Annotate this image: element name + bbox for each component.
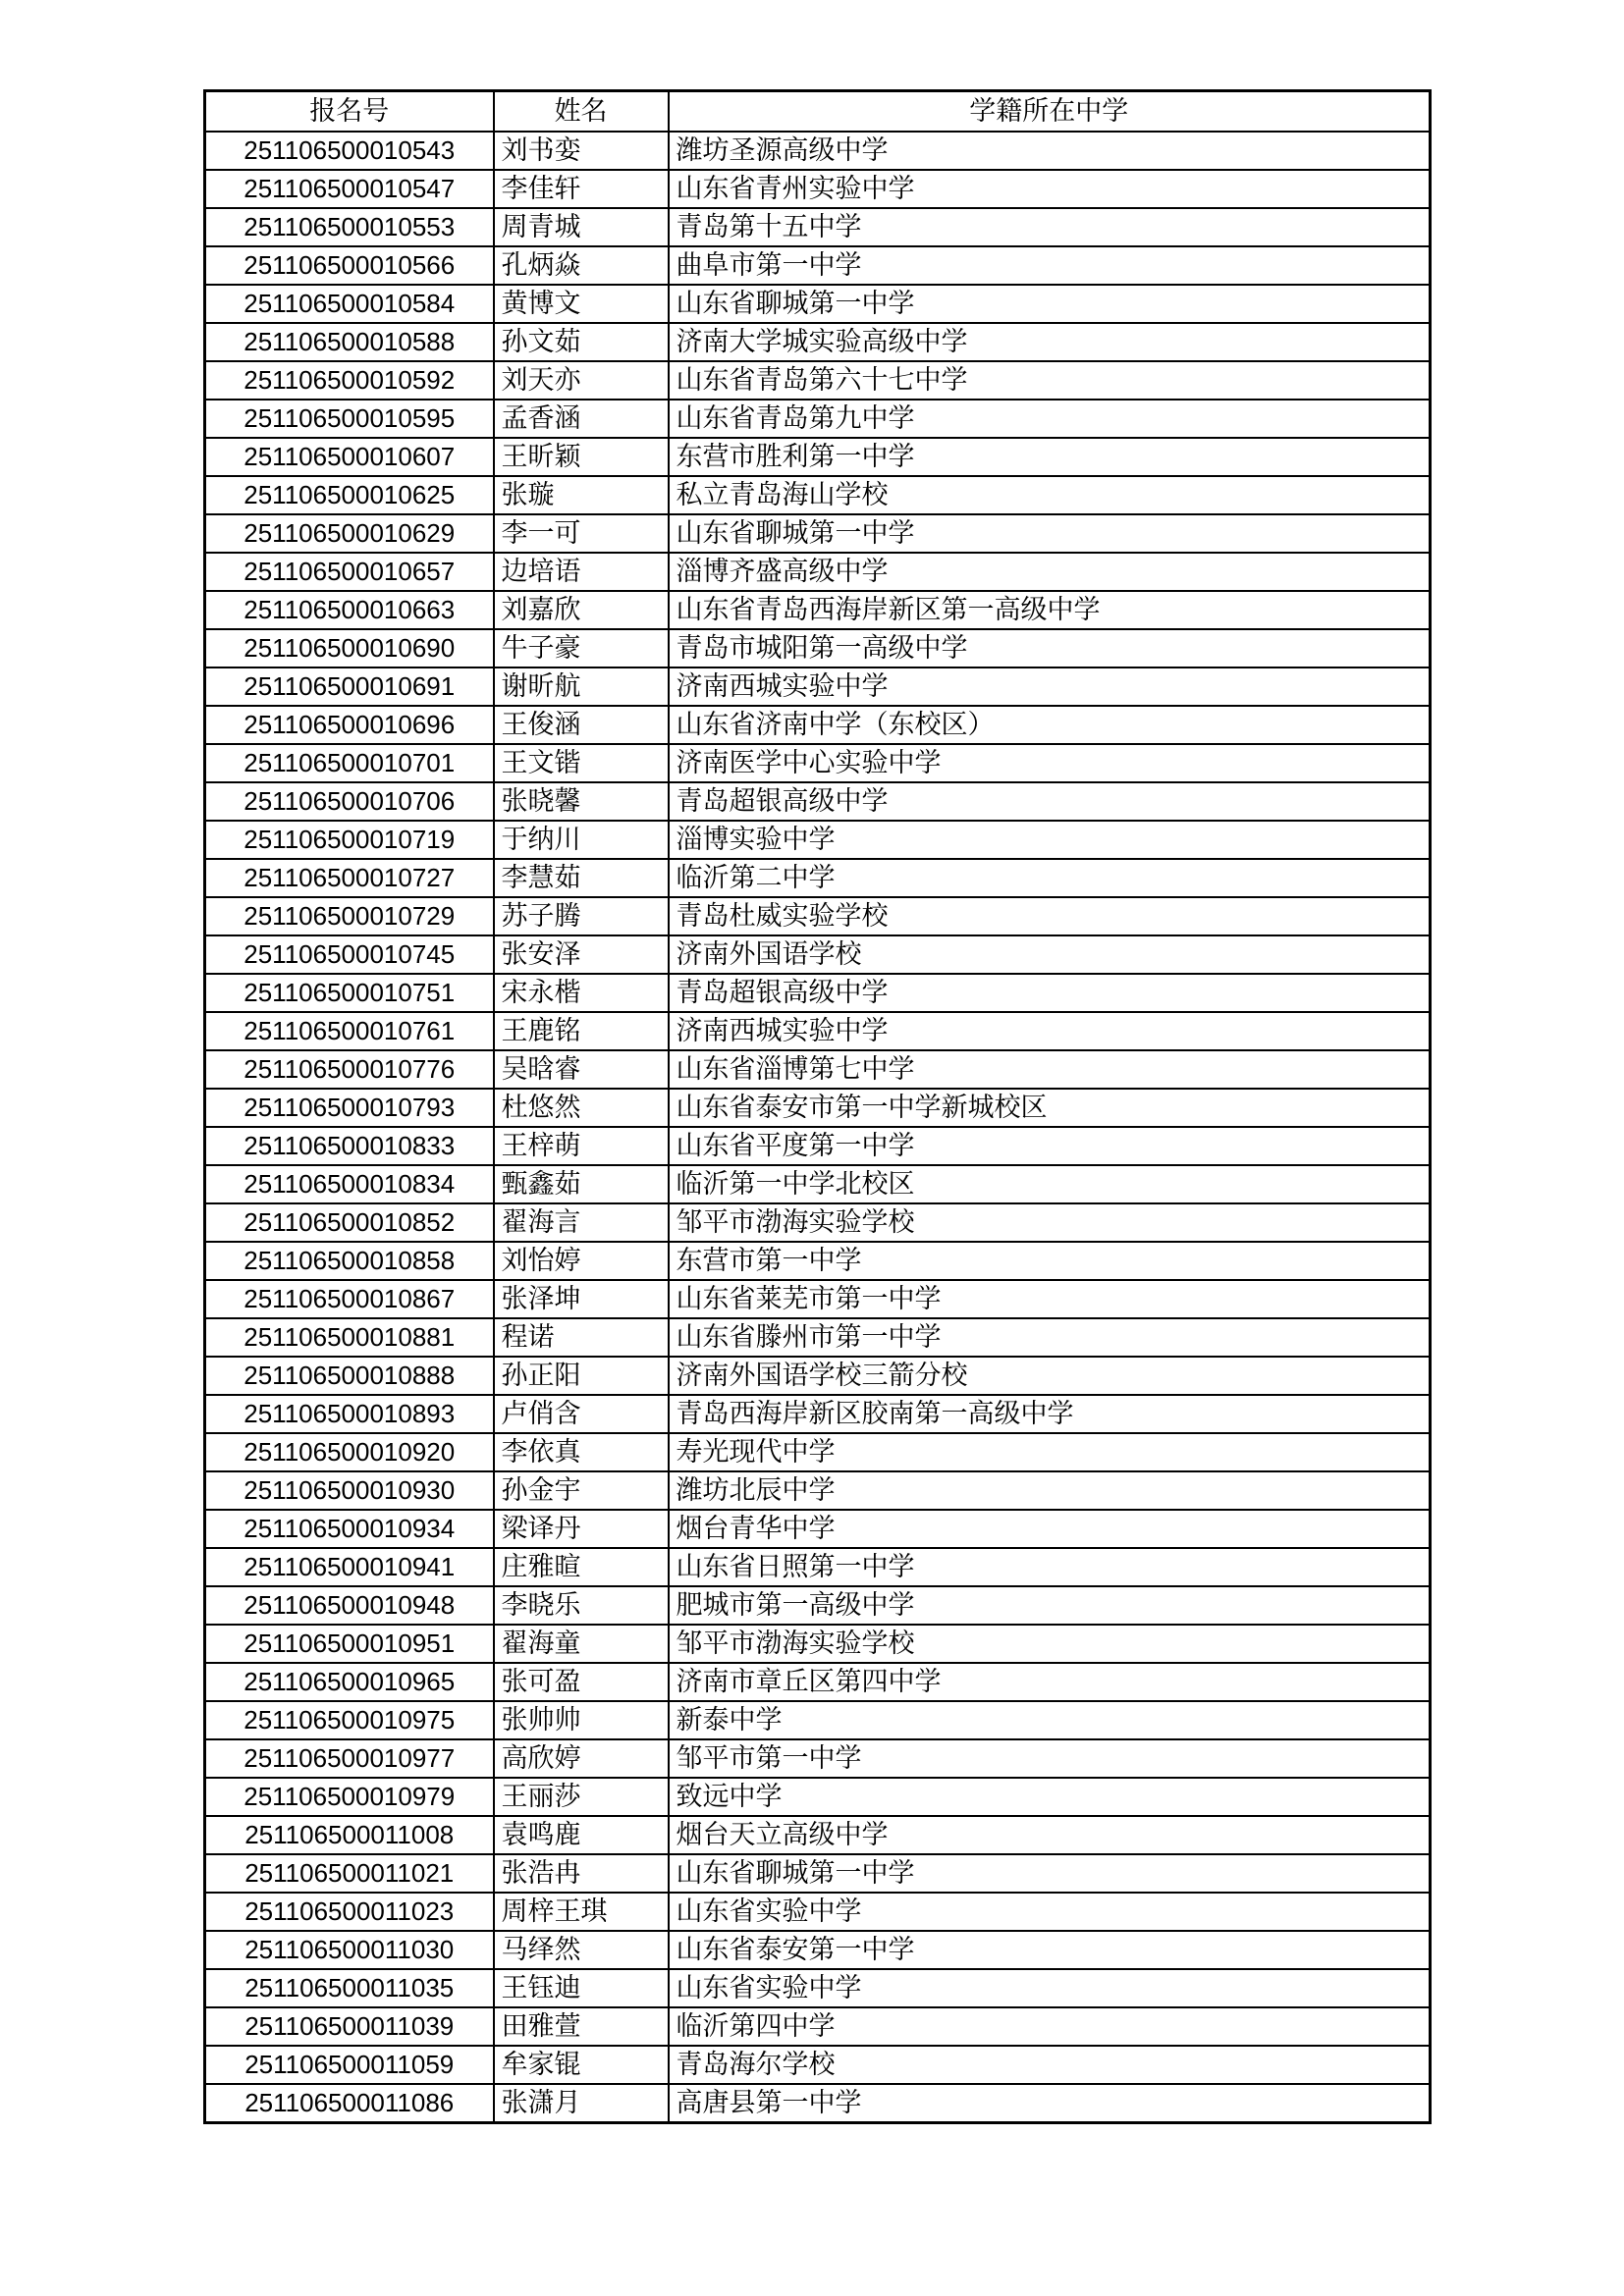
registration-number-cell: 251106500010691 xyxy=(205,667,494,706)
school-name-cell: 临沂第四中学 xyxy=(669,2007,1431,2046)
student-name-cell: 田雅萱 xyxy=(494,2007,669,2046)
table-row xyxy=(205,706,1431,744)
school-name-cell: 济南外国语学校 xyxy=(669,935,1431,974)
registration-number-cell: 251106500010975 xyxy=(205,1701,494,1739)
table-row xyxy=(205,1548,1431,1586)
school-name-cell: 济南市章丘区第四中学 xyxy=(669,1663,1431,1701)
student-name-cell: 张晓馨 xyxy=(494,782,669,821)
student-name-cell: 王俊涵 xyxy=(494,706,669,744)
registration-number-cell: 251106500010930 xyxy=(205,1471,494,1510)
student-name-cell: 翟海言 xyxy=(494,1203,669,1242)
school-name-cell: 淄博齐盛高级中学 xyxy=(669,553,1431,591)
table-row xyxy=(205,1625,1431,1663)
student-name-cell: 刘书娈 xyxy=(494,132,669,170)
table-row xyxy=(205,438,1431,476)
registration-number-cell: 251106500010543 xyxy=(205,132,494,170)
student-name-cell: 牟家锟 xyxy=(494,2046,669,2084)
student-name-cell: 孙正阳 xyxy=(494,1357,669,1395)
table-row xyxy=(205,514,1431,553)
table-row xyxy=(205,1165,1431,1203)
table-row xyxy=(205,1280,1431,1318)
table-row xyxy=(205,859,1431,897)
registration-number-cell: 251106500010706 xyxy=(205,782,494,821)
school-name-cell: 青岛杜威实验学校 xyxy=(669,897,1431,935)
table-row xyxy=(205,1969,1431,2007)
table-row xyxy=(205,974,1431,1012)
student-name-cell: 李慧茹 xyxy=(494,859,669,897)
registration-number-cell: 251106500010920 xyxy=(205,1433,494,1471)
registration-number-cell: 251106500010834 xyxy=(205,1165,494,1203)
registration-number-cell: 251106500011008 xyxy=(205,1816,494,1854)
registration-number-cell: 251106500010657 xyxy=(205,553,494,591)
registration-number-cell: 251106500010584 xyxy=(205,285,494,323)
table-row xyxy=(205,1395,1431,1433)
registration-number-cell: 251106500011059 xyxy=(205,2046,494,2084)
student-name-cell: 苏子腾 xyxy=(494,897,669,935)
student-name-cell: 王梓萌 xyxy=(494,1127,669,1165)
student-name-cell: 袁鸣鹿 xyxy=(494,1816,669,1854)
student-name-cell: 刘怡婷 xyxy=(494,1242,669,1280)
table-row xyxy=(205,1931,1431,1969)
student-name-cell: 于纳川 xyxy=(494,821,669,859)
table-row xyxy=(205,1739,1431,1778)
student-name-cell: 孙金宇 xyxy=(494,1471,669,1510)
table-row xyxy=(205,1433,1431,1471)
registration-number-cell: 251106500011030 xyxy=(205,1931,494,1969)
registration-number-cell: 251106500010696 xyxy=(205,706,494,744)
student-name-cell: 王丽莎 xyxy=(494,1778,669,1816)
school-name-cell: 山东省青州实验中学 xyxy=(669,170,1431,208)
registration-number-cell: 251106500010888 xyxy=(205,1357,494,1395)
school-name-cell: 山东省平度第一中学 xyxy=(669,1127,1431,1165)
table-row xyxy=(205,667,1431,706)
table-row xyxy=(205,1816,1431,1854)
table-row xyxy=(205,323,1431,361)
registration-number-cell: 251106500011035 xyxy=(205,1969,494,2007)
school-name-cell: 山东省日照第一中学 xyxy=(669,1548,1431,1586)
table-row xyxy=(205,744,1431,782)
school-name-cell: 曲阜市第一中学 xyxy=(669,246,1431,285)
registration-number-cell: 251106500010761 xyxy=(205,1012,494,1050)
registration-number-cell: 251106500010625 xyxy=(205,476,494,514)
registration-number-cell: 251106500010934 xyxy=(205,1510,494,1548)
student-name-cell: 周梓王琪 xyxy=(494,1893,669,1931)
school-name-cell: 青岛市城阳第一高级中学 xyxy=(669,629,1431,667)
table-row xyxy=(205,1127,1431,1165)
registration-number-cell: 251106500010977 xyxy=(205,1739,494,1778)
student-name-cell: 周青城 xyxy=(494,208,669,246)
registration-number-cell: 251106500010607 xyxy=(205,438,494,476)
registration-number-cell: 251106500010701 xyxy=(205,744,494,782)
school-name-cell: 烟台青华中学 xyxy=(669,1510,1431,1548)
table-row xyxy=(205,1471,1431,1510)
school-name-cell: 青岛超银高级中学 xyxy=(669,974,1431,1012)
table-row xyxy=(205,208,1431,246)
student-name-cell: 马绎然 xyxy=(494,1931,669,1969)
student-name-cell: 边培语 xyxy=(494,553,669,591)
student-name-cell: 刘天亦 xyxy=(494,361,669,400)
table-row xyxy=(205,591,1431,629)
registration-number-cell: 251106500011039 xyxy=(205,2007,494,2046)
student-name-cell: 王钰迪 xyxy=(494,1969,669,2007)
table-row xyxy=(205,2007,1431,2046)
school-name-cell: 肥城市第一高级中学 xyxy=(669,1586,1431,1625)
school-name-cell: 淄博实验中学 xyxy=(669,821,1431,859)
school-name-cell: 山东省聊城第一中学 xyxy=(669,285,1431,323)
student-name-cell: 张璇 xyxy=(494,476,669,514)
student-name-cell: 王昕颖 xyxy=(494,438,669,476)
school-name-cell: 青岛第十五中学 xyxy=(669,208,1431,246)
school-name-cell: 东营市第一中学 xyxy=(669,1242,1431,1280)
school-name-cell: 山东省聊城第一中学 xyxy=(669,1854,1431,1893)
student-name-cell: 杜悠然 xyxy=(494,1089,669,1127)
registration-number-cell: 251106500010595 xyxy=(205,400,494,438)
student-name-cell: 谢昕航 xyxy=(494,667,669,706)
student-name-cell: 高欣婷 xyxy=(494,1739,669,1778)
registration-number-cell: 251106500010727 xyxy=(205,859,494,897)
table-row xyxy=(205,2046,1431,2084)
school-name-cell: 青岛海尔学校 xyxy=(669,2046,1431,2084)
student-name-cell: 张潇月 xyxy=(494,2084,669,2123)
registration-number-cell: 251106500010793 xyxy=(205,1089,494,1127)
table-row xyxy=(205,1663,1431,1701)
table-row xyxy=(205,132,1431,170)
registration-number-cell: 251106500010893 xyxy=(205,1395,494,1433)
school-name-cell: 山东省青岛第九中学 xyxy=(669,400,1431,438)
student-name-cell: 庄雅暄 xyxy=(494,1548,669,1586)
registration-number-cell: 251106500010629 xyxy=(205,514,494,553)
registration-number-cell: 251106500011021 xyxy=(205,1854,494,1893)
admission-list-table xyxy=(203,89,1432,2124)
table-row xyxy=(205,1586,1431,1625)
registration-number-cell: 251106500010719 xyxy=(205,821,494,859)
student-name-cell: 刘嘉欣 xyxy=(494,591,669,629)
table-row xyxy=(205,1357,1431,1395)
school-name-cell: 山东省滕州市第一中学 xyxy=(669,1318,1431,1357)
student-name-cell: 李依真 xyxy=(494,1433,669,1471)
school-name-cell: 山东省青岛第六十七中学 xyxy=(669,361,1431,400)
student-name-cell: 王文锴 xyxy=(494,744,669,782)
registration-number-cell: 251106500010663 xyxy=(205,591,494,629)
school-name-cell: 济南外国语学校三箭分校 xyxy=(669,1357,1431,1395)
registration-number-cell: 251106500010751 xyxy=(205,974,494,1012)
school-name-cell: 青岛西海岸新区胶南第一高级中学 xyxy=(669,1395,1431,1433)
registration-number-cell: 251106500010852 xyxy=(205,1203,494,1242)
student-name-cell: 张帅帅 xyxy=(494,1701,669,1739)
table-row xyxy=(205,1203,1431,1242)
school-name-cell: 山东省实验中学 xyxy=(669,1969,1431,2007)
school-name-cell: 临沂第二中学 xyxy=(669,859,1431,897)
school-name-cell: 山东省实验中学 xyxy=(669,1893,1431,1931)
registration-number-cell: 251106500010965 xyxy=(205,1663,494,1701)
school-name-cell: 山东省聊城第一中学 xyxy=(669,514,1431,553)
student-name-cell: 梁译丹 xyxy=(494,1510,669,1548)
student-name-cell: 牛子豪 xyxy=(494,629,669,667)
table-row xyxy=(205,285,1431,323)
table-row xyxy=(205,2084,1431,2123)
registration-number-cell: 251106500010592 xyxy=(205,361,494,400)
registration-number-cell: 251106500010547 xyxy=(205,170,494,208)
header-registration-number: 报名号 xyxy=(205,91,494,133)
table-row xyxy=(205,1893,1431,1931)
registration-number-cell: 251106500010941 xyxy=(205,1548,494,1586)
table-row xyxy=(205,1318,1431,1357)
student-name-cell: 黄博文 xyxy=(494,285,669,323)
school-name-cell: 邹平市第一中学 xyxy=(669,1739,1431,1778)
table-row xyxy=(205,553,1431,591)
table-row xyxy=(205,400,1431,438)
header-name: 姓名 xyxy=(494,91,669,133)
school-name-cell: 烟台天立高级中学 xyxy=(669,1816,1431,1854)
registration-number-cell: 251106500010690 xyxy=(205,629,494,667)
table-row xyxy=(205,1778,1431,1816)
table-row xyxy=(205,1242,1431,1280)
school-name-cell: 邹平市渤海实验学校 xyxy=(669,1625,1431,1663)
student-name-cell: 张安泽 xyxy=(494,935,669,974)
student-name-cell: 孙文茹 xyxy=(494,323,669,361)
school-name-cell: 山东省济南中学（东校区） xyxy=(669,706,1431,744)
student-name-cell: 翟海童 xyxy=(494,1625,669,1663)
school-name-cell: 山东省青岛西海岸新区第一高级中学 xyxy=(669,591,1431,629)
school-name-cell: 济南西城实验中学 xyxy=(669,1012,1431,1050)
student-name-cell: 李晓乐 xyxy=(494,1586,669,1625)
school-name-cell: 东营市胜利第一中学 xyxy=(669,438,1431,476)
table-row xyxy=(205,170,1431,208)
table-body xyxy=(205,132,1431,2123)
registration-number-cell: 251106500010553 xyxy=(205,208,494,246)
school-name-cell: 潍坊北辰中学 xyxy=(669,1471,1431,1510)
school-name-cell: 青岛超银高级中学 xyxy=(669,782,1431,821)
header-row xyxy=(205,91,1431,133)
student-name-cell: 吴晗睿 xyxy=(494,1050,669,1089)
table-row xyxy=(205,1854,1431,1893)
student-name-cell: 程诺 xyxy=(494,1318,669,1357)
registration-number-cell: 251106500010867 xyxy=(205,1280,494,1318)
student-name-cell: 王鹿铭 xyxy=(494,1012,669,1050)
school-name-cell: 新泰中学 xyxy=(669,1701,1431,1739)
table-row xyxy=(205,361,1431,400)
registration-number-cell: 251106500010776 xyxy=(205,1050,494,1089)
header-school: 学籍所在中学 xyxy=(669,91,1431,133)
registration-number-cell: 251106500010858 xyxy=(205,1242,494,1280)
school-name-cell: 邹平市渤海实验学校 xyxy=(669,1203,1431,1242)
table-row xyxy=(205,821,1431,859)
registration-number-cell: 251106500010745 xyxy=(205,935,494,974)
school-name-cell: 寿光现代中学 xyxy=(669,1433,1431,1471)
school-name-cell: 潍坊圣源高级中学 xyxy=(669,132,1431,170)
table-row xyxy=(205,1089,1431,1127)
registration-number-cell: 251106500010588 xyxy=(205,323,494,361)
school-name-cell: 山东省泰安市第一中学新城校区 xyxy=(669,1089,1431,1127)
registration-number-cell: 251106500010566 xyxy=(205,246,494,285)
registration-number-cell: 251106500010833 xyxy=(205,1127,494,1165)
table-row xyxy=(205,782,1431,821)
school-name-cell: 山东省莱芜市第一中学 xyxy=(669,1280,1431,1318)
table-row xyxy=(205,629,1431,667)
student-name-cell: 李一可 xyxy=(494,514,669,553)
registration-number-cell: 251106500010948 xyxy=(205,1586,494,1625)
registration-number-cell: 251106500010951 xyxy=(205,1625,494,1663)
student-name-cell: 孔炳焱 xyxy=(494,246,669,285)
student-name-cell: 甄鑫茹 xyxy=(494,1165,669,1203)
student-name-cell: 卢俏含 xyxy=(494,1395,669,1433)
registration-number-cell: 251106500010729 xyxy=(205,897,494,935)
table-row xyxy=(205,935,1431,974)
school-name-cell: 高唐县第一中学 xyxy=(669,2084,1431,2123)
student-name-cell: 李佳轩 xyxy=(494,170,669,208)
table-row xyxy=(205,897,1431,935)
school-name-cell: 济南大学城实验高级中学 xyxy=(669,323,1431,361)
registration-number-cell: 251106500010979 xyxy=(205,1778,494,1816)
school-name-cell: 济南西城实验中学 xyxy=(669,667,1431,706)
table-row xyxy=(205,1701,1431,1739)
school-name-cell: 济南医学中心实验中学 xyxy=(669,744,1431,782)
school-name-cell: 私立青岛海山学校 xyxy=(669,476,1431,514)
student-name-cell: 孟香涵 xyxy=(494,400,669,438)
table-row xyxy=(205,246,1431,285)
student-name-cell: 张浩冉 xyxy=(494,1854,669,1893)
student-name-cell: 宋永楷 xyxy=(494,974,669,1012)
table-row xyxy=(205,1510,1431,1548)
registration-number-cell: 251106500010881 xyxy=(205,1318,494,1357)
student-name-cell: 张泽坤 xyxy=(494,1280,669,1318)
school-name-cell: 致远中学 xyxy=(669,1778,1431,1816)
registration-number-cell: 251106500011023 xyxy=(205,1893,494,1931)
table-row xyxy=(205,1012,1431,1050)
school-name-cell: 山东省泰安第一中学 xyxy=(669,1931,1431,1969)
registration-number-cell: 251106500011086 xyxy=(205,2084,494,2123)
school-name-cell: 山东省淄博第七中学 xyxy=(669,1050,1431,1089)
table-row xyxy=(205,1050,1431,1089)
school-name-cell: 临沂第一中学北校区 xyxy=(669,1165,1431,1203)
student-name-cell: 张可盈 xyxy=(494,1663,669,1701)
table-row xyxy=(205,476,1431,514)
